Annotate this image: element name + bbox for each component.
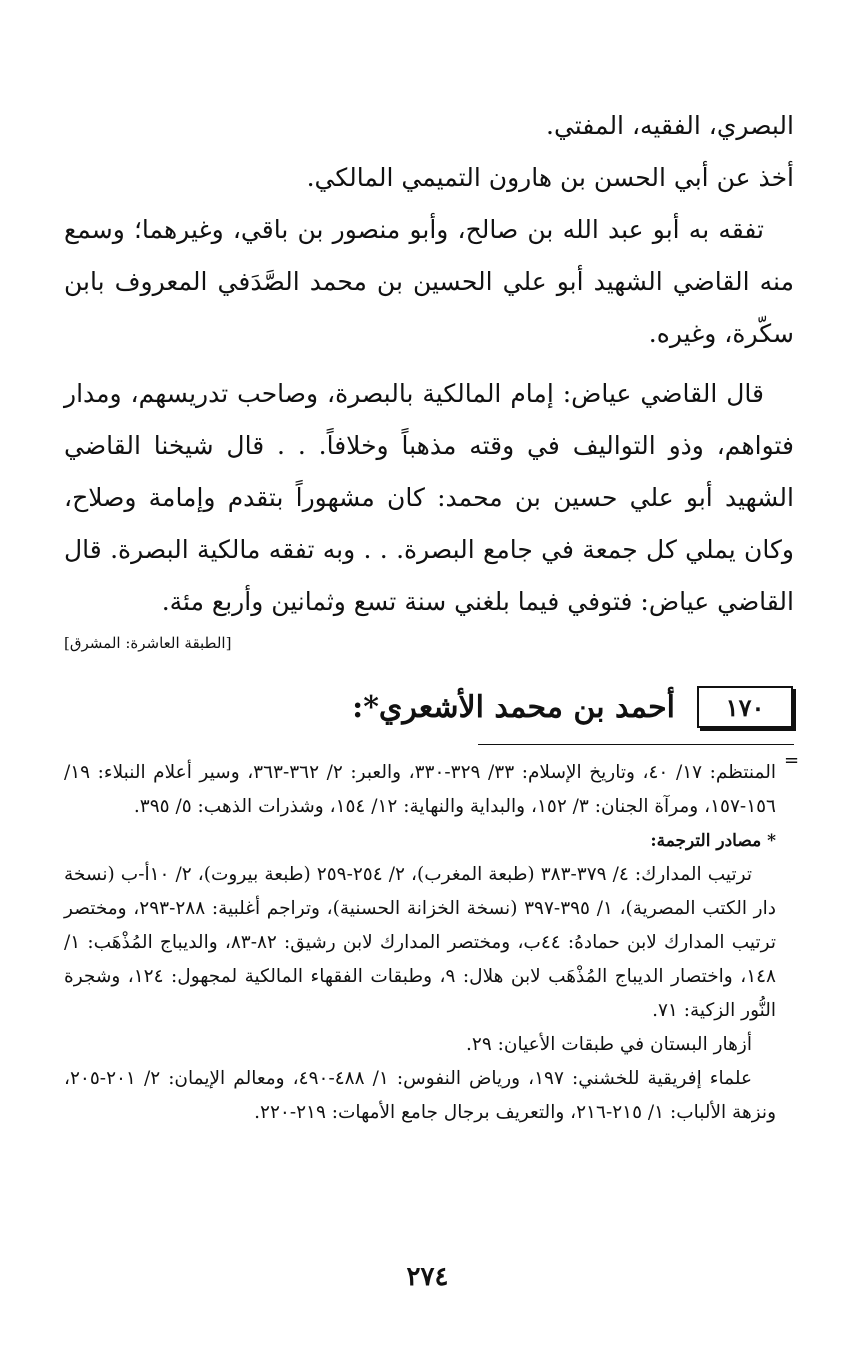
main-paragraph: أخذ عن أبي الحسن بن هارون التميمي المالكي. bbox=[306, 163, 794, 192]
main-text bbox=[64, 100, 794, 628]
footnote-source-paragraph: أزهار البستان في طبقات الأعيان: ٢٩. bbox=[466, 1034, 752, 1055]
entry-number-box: ١٧٠ bbox=[697, 686, 793, 728]
footnote-continuation: المنتظم: ١٧/ ٤٠، وتاريخ الإسلام: ٣٣/ ٣٢٩-٣٣٠، والعبر: ٢/ ٣٦٢-٣٦٣، وسير أعلام النبلاء: ١٩/ ١٥٦-١٥٧، ومرآة الجنان: ٣/ ١٥٢، والبداية والنهاية: ١٢/ ١٥٤، وشذرات الذهب: ٥/ ٣٩٥. bbox=[64, 762, 776, 817]
tabaqa-note: [الطبقة العاشرة: المشرق] bbox=[64, 634, 232, 652]
footnotes bbox=[64, 756, 776, 1130]
entry-header bbox=[352, 680, 793, 734]
footnote-source-paragraph: علماء إفريقية للخشني: ١٩٧، ورياض النفوس: ١/ ٤٨٨-٤٩٠، ومعالم الإيمان: ٢/ ٢٠١-٢٠٥، ونزهة الألباب: ١/ ٢١٥-٢١٦، والتعريف برجال جامع الأمهات: ٢١٩-٢٢٠. bbox=[64, 1068, 776, 1123]
entry-name: أحمد بن محمد الأشعري*: bbox=[352, 689, 675, 725]
sources-heading: * مصادر الترجمة: bbox=[650, 831, 776, 851]
footnote-rule bbox=[478, 744, 794, 745]
main-paragraph: تفقه به أبو عبد الله بن صالح، وأبو منصور بن باقي، وغيرهما؛ وسمع منه القاضي الشهيد أبو علي الحسين بن محمد الصَّدَفي المعروف بابن سكّرة، وغيره. bbox=[64, 215, 794, 348]
footnote-source-paragraph: ترتيب المدارك: ٤/ ٣٧٩-٣٨٣ (طبعة المغرب)، ٢/ ٢٥٤-٢٥٩ (طبعة بيروت)، ٢/ ١٠أ-ب (نسخة دار الكتب المصرية)، ١/ ٣٩٥-٣٩٧ (نسخة الخزانة الحسنية)، وتراجم أغلبية: ٢٨٨-٢٩٣، ومختصر ترتيب المدارك لابن حمادهُ: ٤٤ب، ومختصر المدارك لابن رشيق: ٨٢-٨٣، والديباج المُذْهَب: ١/ ١٤٨، واختصار الديباج المُذْهَب لابن هلال: ٩، وطبقات الفقهاء المالكية لمجهول: ١٢٤، وشجرة النُّور الزكية: ٧١. bbox=[64, 864, 777, 1021]
footnote-continuation-marker: = bbox=[784, 750, 800, 771]
main-paragraph: قال القاضي عياض: إمام المالكية بالبصرة، وصاحب تدريسهم، ومدار فتواهم، وذو التواليف في وقته مذهباً وخلافاً. . . قال شيخنا القاضي الشهيد أبو علي حسين بن محمد: كان مشهوراً بتقدم وإمامة وصلاح، وكان يملي كل جمعة في جامع البصرة. . . وبه تفقه مالكية البصرة. قال القاضي عياض: فتوفي فيما بلغني سنة تسع وثمانين وأربع مئة. bbox=[64, 379, 794, 616]
page-number: ٢٧٤ bbox=[406, 1262, 449, 1292]
main-paragraph: البصري، الفقيه، المفتي. bbox=[546, 111, 794, 140]
